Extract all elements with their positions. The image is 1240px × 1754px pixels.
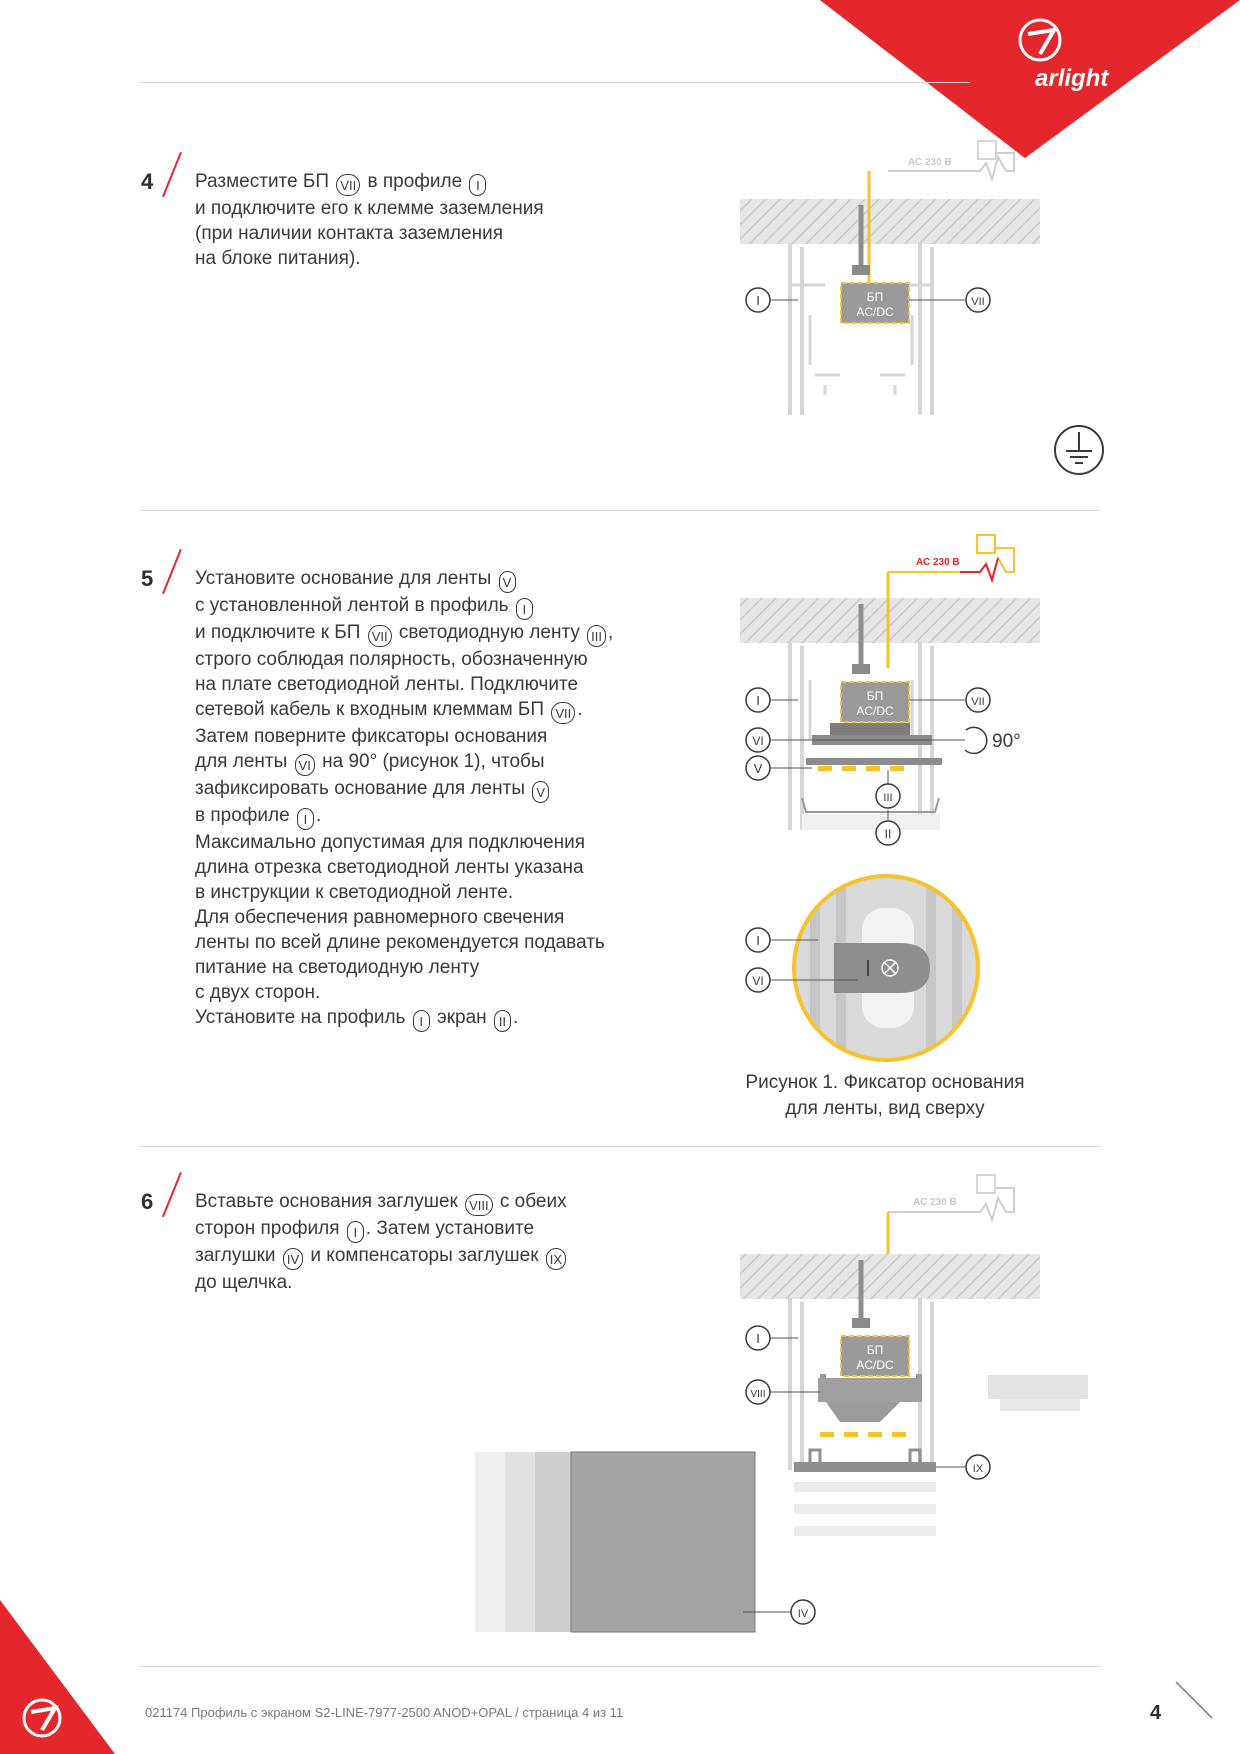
text-line: Максимально допустимая для подключения [195, 832, 586, 853]
text-line: длина отрезка светодиодной ленты указана [195, 857, 584, 878]
roman-numeral-badge: IV [283, 1248, 303, 1270]
text-line: в инструкции к светодиодной ленте. [195, 882, 514, 903]
svg-text:I: I [756, 693, 760, 708]
roman-numeral-badge: I [469, 174, 486, 196]
step-slash [162, 152, 182, 197]
step-number: 4 [141, 169, 154, 194]
roman-numeral-badge: I [516, 598, 533, 620]
svg-text:I: I [756, 293, 760, 308]
plug-icon [977, 535, 995, 553]
roman-numeral-badge: VII [551, 702, 575, 724]
roman-numeral-badge: IX [546, 1248, 566, 1270]
logo-text: arlight [1035, 65, 1109, 92]
ceiling-hatch [740, 199, 1040, 244]
svg-text:БП: БП [866, 689, 884, 703]
text-line: на плате светодиодной ленты. Подключите [195, 674, 579, 695]
rotate-arrow-icon [965, 727, 987, 753]
svg-text:III: III [883, 792, 893, 804]
svg-text:АС 230 В: АС 230 В [913, 1197, 957, 1208]
divider-footer [140, 1666, 1100, 1667]
roman-numeral-badge: VIII [465, 1194, 493, 1216]
svg-text:АС 230 В: АС 230 В [916, 557, 960, 568]
roman-numeral-badge: I [297, 808, 314, 830]
text-line: Разместите БП VII в профиле I [195, 169, 544, 196]
svg-text:V: V [753, 761, 763, 776]
svg-text:БП: БП [866, 1343, 884, 1357]
text-line: заглушки IV и компенсаторы заглушек IX [195, 1243, 568, 1270]
step-number: 5 [141, 566, 154, 591]
svg-text:I: I [756, 933, 760, 948]
svg-text:AC/DC: AC/DC [856, 704, 894, 718]
text-line: зафиксировать основание для ленты V [195, 776, 613, 803]
text-line: Затем поверните фиксаторы основания [195, 726, 548, 747]
text-line: Для обеспечения равномерного свечения [195, 907, 565, 928]
roman-numeral-badge: V [499, 571, 516, 593]
text-line: (при наличии контакта заземления [195, 223, 503, 244]
step-slash [162, 549, 182, 594]
roman-numeral-badge: VI [295, 754, 315, 776]
text-line: строго соблюдая полярность, обозначенную [195, 649, 588, 670]
step-5-text [195, 566, 613, 1032]
plug-icon [978, 141, 996, 159]
page-number: 4 [1150, 1702, 1162, 1724]
text-line: до щелчка. [195, 1272, 293, 1293]
text-line: с двух сторон. [195, 982, 321, 1003]
text-line: Установите основание для ленты V [195, 566, 613, 593]
svg-text:VII: VII [971, 696, 985, 708]
divider-2 [140, 1146, 1100, 1147]
svg-text:90°: 90° [992, 731, 1021, 752]
text-line: питание на светодиодную ленту [195, 957, 480, 978]
step-4-text [195, 169, 544, 271]
figure-1-detail [730, 868, 990, 1068]
diagram-step-5 [730, 530, 1110, 850]
text-line: сетевой кабель к входным клеммам БП VII . [195, 697, 613, 724]
roman-numeral-badge: VII [336, 174, 360, 196]
svg-text:БП: БП [866, 290, 884, 304]
roman-numeral-badge: III [587, 625, 606, 647]
svg-text:IV: IV [797, 1608, 809, 1620]
step-number: 6 [141, 1189, 154, 1214]
svg-text:I: I [756, 1331, 760, 1346]
text-line: сторон профиля I . Затем установите [195, 1216, 568, 1243]
plug-icon [977, 1175, 995, 1193]
step-6-text [195, 1189, 568, 1295]
text-line: Установите на профиль I экран II . [195, 1005, 613, 1032]
roman-numeral-badge: VII [368, 625, 392, 647]
figure-1-caption: Рисунок 1. Фиксатор основания для ленты, вид сверху [745, 1072, 1025, 1119]
end-cap-diagram [475, 1448, 835, 1638]
svg-text:VI: VI [752, 974, 764, 988]
text-line: Вставьте основания заглушек VIII с обеих [195, 1189, 568, 1216]
svg-text:IX: IX [972, 1463, 984, 1475]
text-line: ленты по всей длине рекомендуется подавать [195, 932, 605, 953]
divider-top [140, 82, 970, 83]
roman-numeral-badge: II [494, 1010, 511, 1032]
text-line: для ленты VI на 90° (рисунок 1), чтобы [195, 749, 613, 776]
text-line: в профиле I . [195, 803, 613, 830]
svg-text:АС 230 В: АС 230 В [908, 157, 952, 168]
svg-text:VII: VII [971, 296, 985, 308]
text-line: с установленной лентой в профиль I [195, 593, 613, 620]
roman-numeral-badge: V [532, 781, 549, 803]
svg-text:AC/DC: AC/DC [856, 305, 894, 319]
bottom-corner-logo [0, 1600, 120, 1754]
ground-symbol-icon [1055, 426, 1103, 474]
roman-numeral-badge: I [413, 1010, 430, 1032]
step-slash [162, 1172, 182, 1217]
divider-1 [140, 510, 1100, 511]
svg-text:VI: VI [752, 734, 764, 748]
svg-text:II: II [884, 827, 892, 841]
footer-doc-text: 021174 Профиль с экраном S2-LINE-7977-2500 ANOD+OPAL / страница 4 из 11 [145, 1705, 624, 1720]
text-line: и подключите его к клемме заземления [195, 198, 544, 219]
svg-text:VIII: VIII [750, 1389, 766, 1400]
roman-numeral-badge: I [347, 1221, 364, 1243]
svg-text:AC/DC: AC/DC [856, 1358, 894, 1372]
text-line: и подключите к БП VII светодиодную ленту III , [195, 620, 613, 647]
diagram-step-4 [730, 135, 1110, 485]
page-slash [1172, 1678, 1216, 1722]
text-line: на блоке питания). [195, 248, 361, 269]
